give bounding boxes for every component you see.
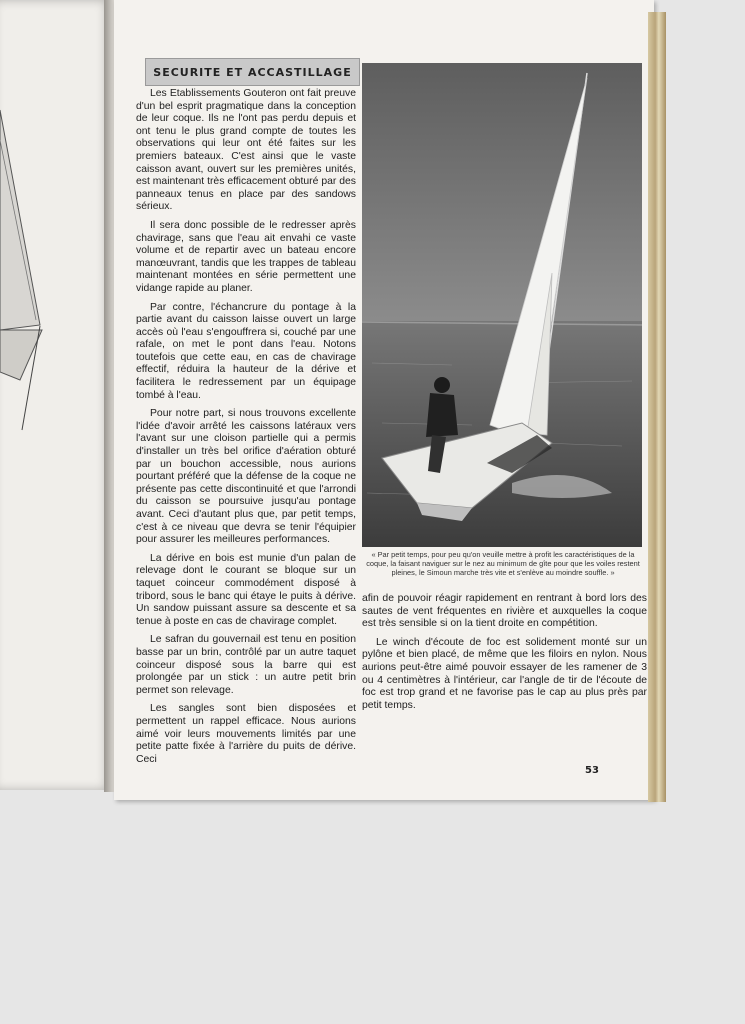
paragraph: afin de pouvoir réagir rapidement en rentrant à bord lors des sautes de vent fréquentes en rivière et auxquelles la coque est très sensible si on la tient droite en compétition. <box>362 593 647 630</box>
sailboat-photo <box>362 63 642 547</box>
paragraph: Pour notre part, si nous trouvons excellente l'idée d'avoir arrêté les caissons latéraux vers l'avant sur une cloison partielle qui a permis d'installer un très bel orifice d'aération obturé par un bouchon accessible, nous aurions pourtant préféré que la défense de la coque ne présente pas cette discontinuité et que l'arrondi du caisson se poursuive jusqu'au pontage avant. Ceci d'autant plus que, par petit temps, c'est à ce niveau que devra se tenir l'équipier pour assurer les meilleures performances. <box>136 408 356 546</box>
paragraph: Il sera donc possible de le redresser après chavirage, sans que l'eau ait envahi ce vaste volume et de repartir avec un bateau encore manœuvrant, tandis que les trappes de tableau maintenant montées en série permettent une vidange rapide au planer. <box>136 219 356 294</box>
paragraph: La dérive en bois est munie d'un palan de relevage dont le courant se bloque sur un taquet coinceur commodément disposé à tribord, sous le banc qui étaye le puits à dérive. Un sandow puissant assure sa descente et sa tenue à poste en cas de chavirage complet. <box>136 552 356 627</box>
book-gutter <box>104 0 114 792</box>
left-page <box>0 0 112 790</box>
paragraph: Le winch d'écoute de foc est solidement monté sur un pylône et bien placé, de même que les filoirs en nylon. Nous aurions peut-être aimé pouvoir essayer de les ramener de 3 ou 4 centimètres à l'intérieur, car l'angle de tir de l'écoute de foc est trop grand et ne favorise pas le cap au plus près par petit temps. <box>362 636 647 711</box>
section-title: SECURITE ET ACCASTILLAGE <box>153 65 352 79</box>
page-number: 53 <box>585 765 599 776</box>
article-column-right <box>362 593 647 718</box>
article-column-left <box>136 88 356 772</box>
left-page-sail-illustration <box>0 0 112 790</box>
paragraph: Le safran du gouvernail est tenu en position basse par un brin, contrôlé par un autre taquet coinceur disposé sous la barre qui est prolongée par un stick : un autre petit brin permet son relevage. <box>136 634 356 696</box>
sailboat-illustration <box>362 63 642 547</box>
section-header <box>145 58 360 86</box>
page-edge <box>648 12 666 802</box>
paragraph: Les Etablissements Gouteron ont fait preuve d'un bel esprit pragmatique dans la conception de leur coque. Ils ne l'ont pas perdu depuis et ont tenu le plus grand compte de toutes les observations qui leur ont été faites sur les premiers bateaux. C'est ainsi que le vaste caisson avant, ouvert sur les premières unités, est maintenant très efficacement obturé par des panneaux tenus en place par des sandows sérieux. <box>136 88 356 213</box>
paragraph: Par contre, l'échancrure du pontage à la partie avant du caisson laisse ouvert un large accès où l'eau s'engouffrera si, couché par une rafale, on met le pont dans l'eau. Notons toutefois que cette eau, en cas de chavirage effectif, réduira la hauteur de la dérive et facilitera le redressement par un équipage tombé à l'eau. <box>136 301 356 401</box>
paragraph: Les sangles sont bien disposées et permettent un rappel efficace. Nous aurions aimé voir leurs mouvements limités par une petite patte fixée à l'arrière du puits de dérive. Ceci <box>136 703 356 765</box>
photo-caption: « Par petit temps, pour peu qu'on veuille mettre à profit les caractéristiques de la coque, la faisant naviguer sur le nez au minimum de gîte pour que les voiles restent pleines, le Simoun marche très vite et s'enlève au moindre souffle. » <box>366 550 640 577</box>
